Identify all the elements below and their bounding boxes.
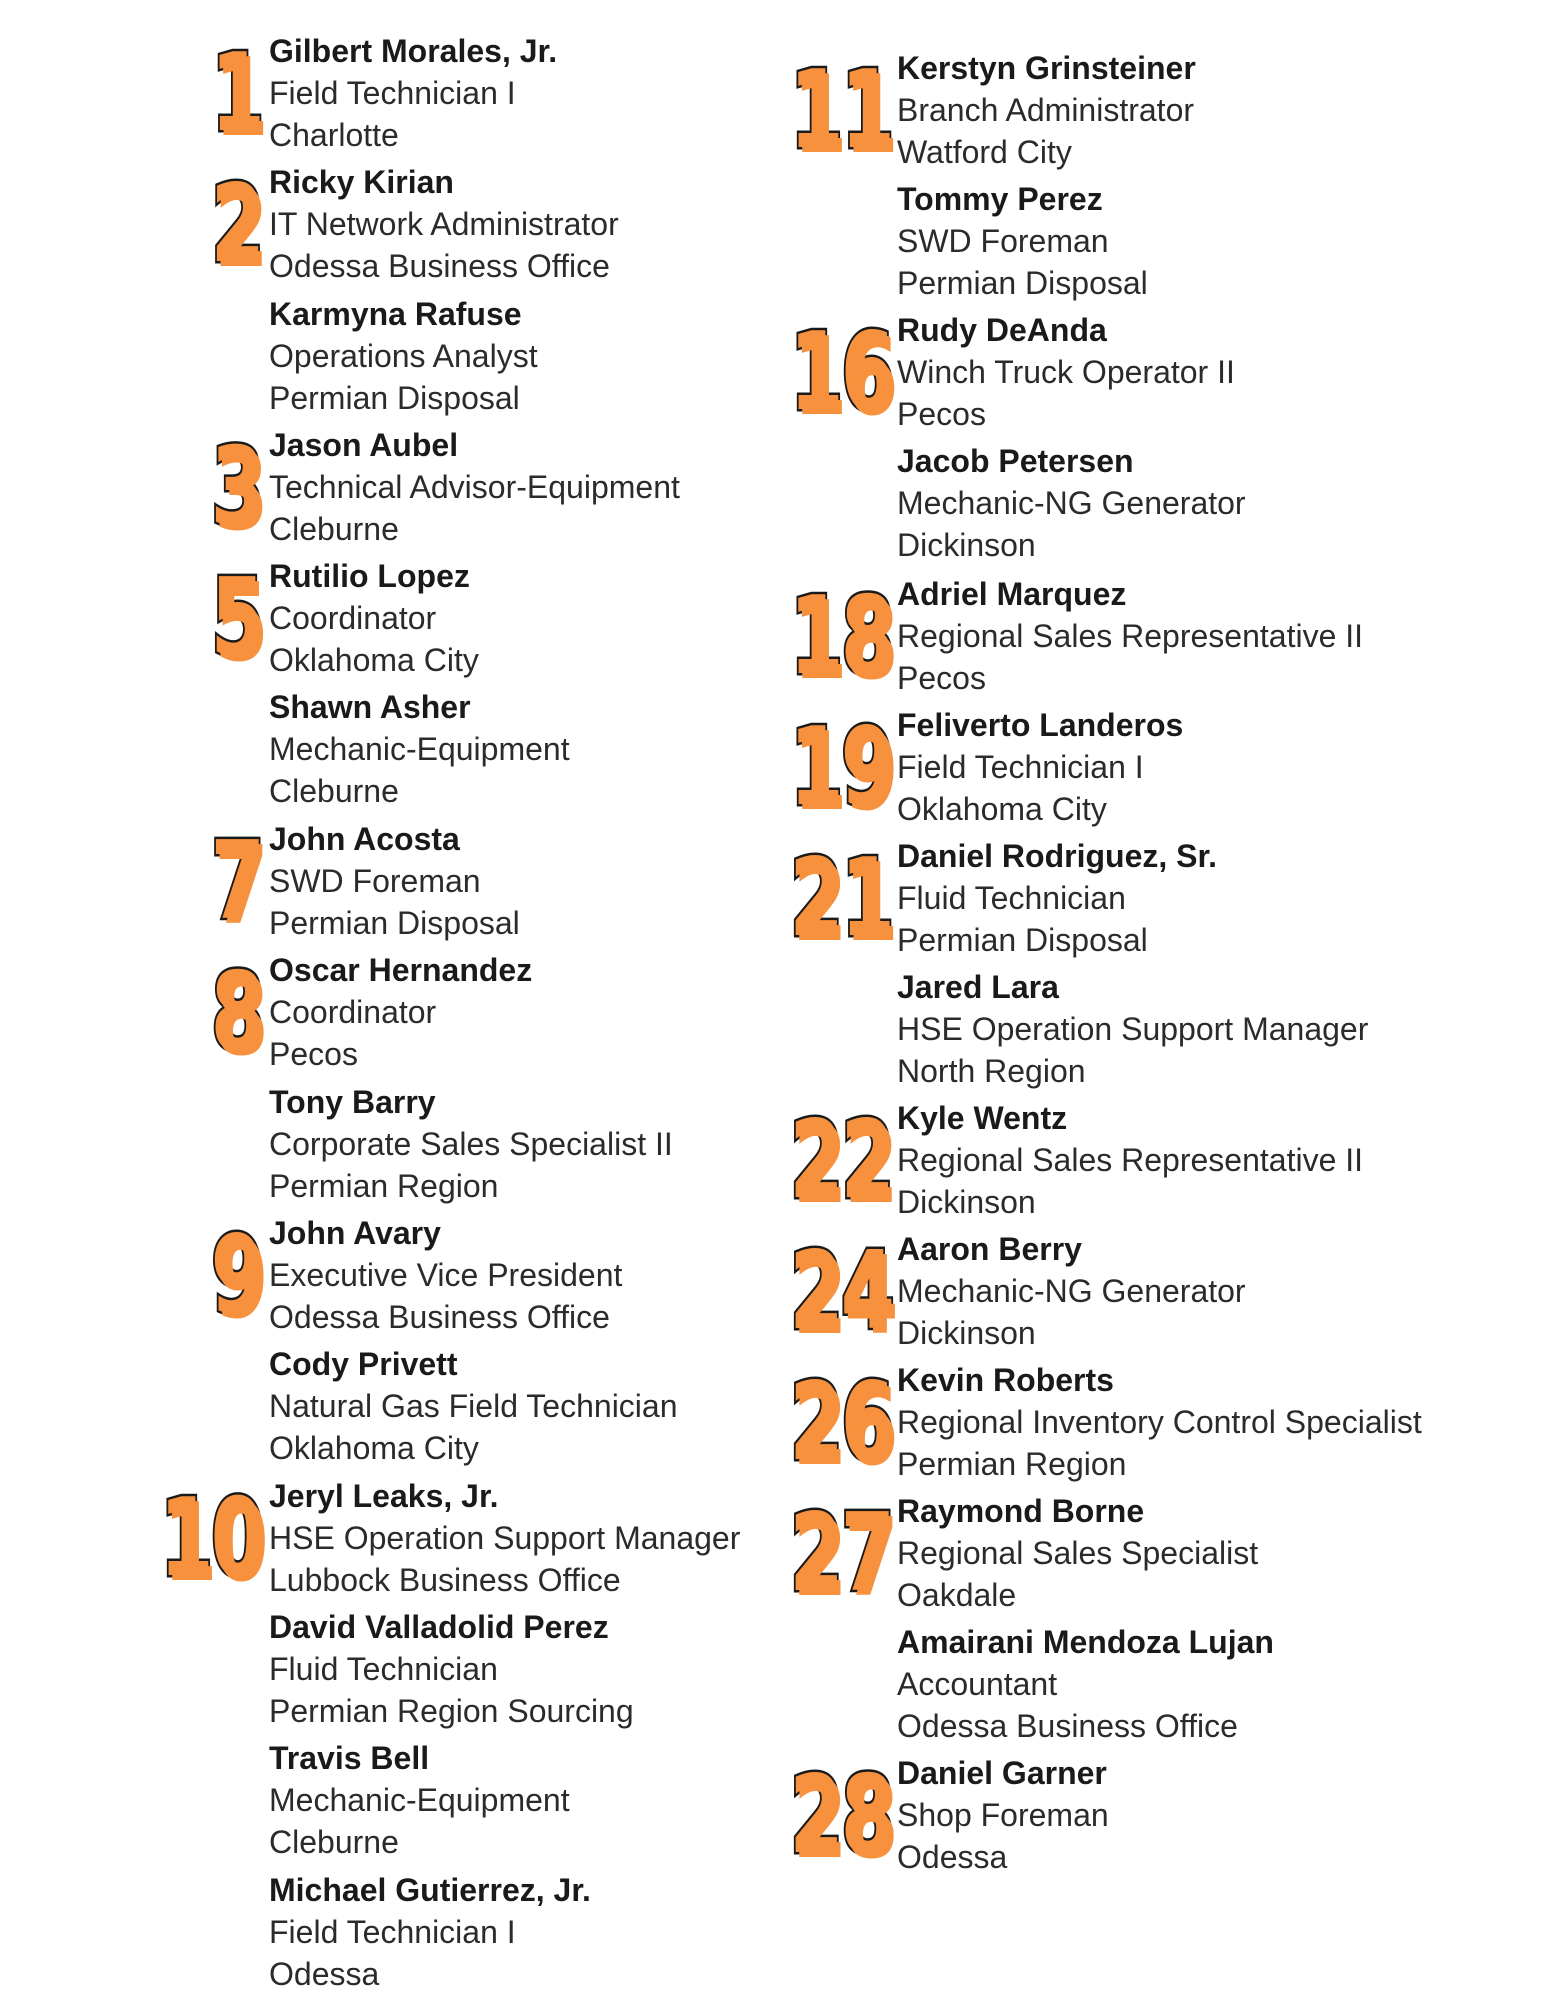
employee-title: Operations Analyst: [269, 338, 538, 374]
employee-title: Regional Sales Representative II: [897, 1142, 1364, 1178]
employee-title: SWD Foreman: [897, 223, 1109, 259]
employee-location: Pecos: [897, 396, 986, 432]
employee-name: Jason Aubel: [269, 427, 459, 463]
rank-number: 27: [789, 1491, 892, 1616]
employee-name: Michael Gutierrez, Jr.: [269, 1872, 591, 1908]
employee-location: Pecos: [269, 1036, 358, 1072]
employee-name: Aaron Berry: [897, 1231, 1082, 1267]
employee-location: Permian Region: [269, 1168, 499, 1204]
employee-name: John Acosta: [269, 821, 460, 857]
employee-name: David Valladolid Perez: [269, 1609, 609, 1645]
employee-name: Travis Bell: [269, 1740, 430, 1776]
employee-location: Oklahoma City: [269, 642, 479, 678]
employee-name: Tony Barry: [269, 1084, 436, 1120]
employee-title: Mechanic-NG Generator: [897, 1273, 1246, 1309]
employee-name: Jeryl Leaks, Jr.: [269, 1478, 499, 1514]
employee-title: Winch Truck Operator II: [897, 354, 1235, 390]
employee-location: Dickinson: [897, 527, 1036, 563]
employee-title: Shop Foreman: [897, 1797, 1109, 1833]
employee-name: Daniel Garner: [897, 1755, 1107, 1791]
employee-location: Oklahoma City: [269, 1430, 479, 1466]
employee-title: Regional Inventory Control Specialist: [897, 1404, 1422, 1440]
employee-name: John Avary: [269, 1215, 441, 1251]
employee-name: Kerstyn Grinsteiner: [897, 50, 1196, 86]
employee-name: Rutilio Lopez: [269, 558, 470, 594]
employee-location: Oakdale: [897, 1577, 1017, 1613]
employee-location: Odessa Business Office: [269, 1299, 610, 1335]
employee-title: HSE Operation Support Manager: [269, 1520, 741, 1556]
employee-name: Cody Privett: [269, 1346, 458, 1382]
rank-number: 19: [789, 705, 892, 830]
rank-number: 21: [789, 836, 892, 961]
employee-location: Permian Disposal: [897, 922, 1148, 958]
employee-location: Cleburne: [269, 1824, 399, 1860]
employee-location: Odessa: [269, 1956, 380, 1992]
rank-number: 1: [210, 31, 262, 156]
employee-location: Odessa: [897, 1839, 1008, 1875]
employee-location: Dickinson: [897, 1315, 1036, 1351]
employee-title: HSE Operation Support Manager: [897, 1011, 1369, 1047]
employee-name: Raymond Borne: [897, 1493, 1145, 1529]
employee-name: Kyle Wentz: [897, 1100, 1068, 1136]
employee-name: Feliverto Landeros: [897, 707, 1184, 743]
employee-title: IT Network Administrator: [269, 206, 619, 242]
employee-name: Tommy Perez: [897, 181, 1103, 217]
employee-location: Lubbock Business Office: [269, 1562, 621, 1598]
employee-location: Pecos: [897, 660, 986, 696]
employee-name: Jacob Petersen: [897, 443, 1134, 479]
employee-title: Mechanic-Equipment: [269, 1782, 570, 1818]
employee-title: Executive Vice President: [269, 1257, 623, 1293]
employee-title: Field Technician I: [897, 749, 1144, 785]
employee-title: Field Technician I: [269, 1914, 516, 1950]
rank-number: 10: [159, 1476, 262, 1601]
employee-location: Oklahoma City: [897, 791, 1107, 827]
employee-location: Charlotte: [269, 117, 399, 153]
employee-location: Permian Region Sourcing: [269, 1693, 634, 1729]
employee-title: Field Technician I: [269, 75, 516, 111]
employee-location: Cleburne: [269, 511, 399, 547]
employee-location: Cleburne: [269, 773, 399, 809]
employee-title: Fluid Technician: [269, 1651, 498, 1687]
employee-name: Adriel Marquez: [897, 576, 1127, 612]
rank-number: 7: [210, 819, 262, 944]
employee-name: Rudy DeAnda: [897, 312, 1107, 348]
rank-number: 22: [789, 1098, 892, 1223]
employee-title: Technical Advisor-Equipment: [269, 469, 680, 505]
rank-number: 16: [789, 310, 892, 435]
rank-number: 28: [789, 1753, 892, 1878]
employee-title: Regional Sales Representative II: [897, 618, 1364, 654]
employee-title: Coordinator: [269, 994, 437, 1030]
employee-location: Odessa Business Office: [897, 1708, 1238, 1744]
employee-name: Shawn Asher: [269, 689, 471, 725]
employee-name: Oscar Hernandez: [269, 952, 533, 988]
rank-number: 11: [789, 48, 892, 173]
rank-number: 26: [789, 1360, 892, 1485]
employee-title: Fluid Technician: [897, 880, 1126, 916]
employee-name: Karmyna Rafuse: [269, 296, 522, 332]
rank-number: 3: [210, 425, 262, 550]
employee-title: Branch Administrator: [897, 92, 1195, 128]
employee-location: North Region: [897, 1053, 1086, 1089]
employee-name: Gilbert Morales, Jr.: [269, 33, 558, 69]
employee-location: Odessa Business Office: [269, 248, 610, 284]
employee-name: Daniel Rodriguez, Sr.: [897, 838, 1218, 874]
employee-title: Mechanic-Equipment: [269, 731, 570, 767]
employee-title: SWD Foreman: [269, 863, 481, 899]
employee-location: Dickinson: [897, 1184, 1036, 1220]
employee-location: Permian Disposal: [269, 380, 520, 416]
employee-location: Permian Disposal: [269, 905, 520, 941]
employee-name: Kevin Roberts: [897, 1362, 1114, 1398]
rank-number: 5: [210, 556, 262, 681]
employee-title: Corporate Sales Specialist II: [269, 1126, 673, 1162]
employee-title: Regional Sales Specialist: [897, 1535, 1259, 1571]
rank-number: 24: [789, 1229, 892, 1354]
employee-title: Mechanic-NG Generator: [897, 485, 1246, 521]
employee-name: Jared Lara: [897, 969, 1059, 1005]
employee-title: Natural Gas Field Technician: [269, 1388, 678, 1424]
employee-location: Watford City: [897, 134, 1072, 170]
employee-location: Permian Region: [897, 1446, 1127, 1482]
rank-number: 8: [210, 950, 262, 1075]
employee-title: Accountant: [897, 1666, 1058, 1702]
rank-number: 9: [210, 1213, 262, 1338]
rank-number: 18: [789, 574, 892, 699]
employee-location: Permian Disposal: [897, 265, 1148, 301]
employee-title: Coordinator: [269, 600, 437, 636]
employee-name: Amairani Mendoza Lujan: [897, 1624, 1274, 1660]
employee-name: Ricky Kirian: [269, 164, 454, 200]
rank-number: 2: [210, 162, 262, 287]
